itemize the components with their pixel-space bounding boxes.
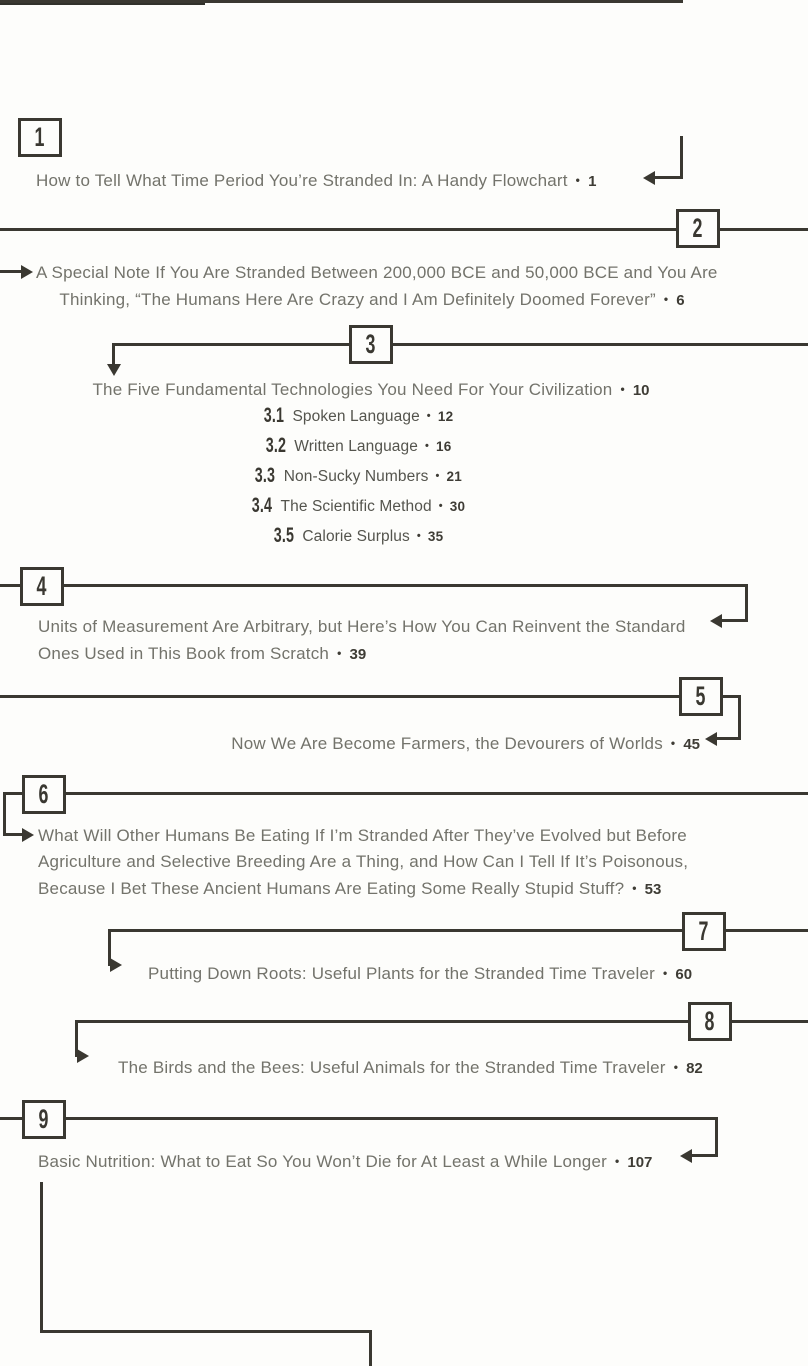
connector-line xyxy=(716,737,741,740)
connector-line xyxy=(112,343,349,346)
chapter-number: 6 xyxy=(39,779,49,809)
bullet-separator: • xyxy=(614,1154,620,1168)
toc-subentry-3-5 xyxy=(0,521,712,551)
arrow-right-icon xyxy=(77,1049,89,1063)
section-title: The Scientific Method xyxy=(280,498,432,515)
connector-line xyxy=(732,1020,808,1023)
connector-line xyxy=(40,1330,372,1333)
chapter-box-5 xyxy=(679,677,723,716)
chapter-title-line: Because I Bet These Ancient Humans Are Eating Some Really Stupid Stuff? • 53 xyxy=(38,879,662,898)
page-number: 107 xyxy=(627,1154,653,1171)
section-title: Calorie Surplus xyxy=(302,528,410,545)
section-title: Non-Sucky Numbers xyxy=(283,468,429,485)
chapter-number: 3 xyxy=(366,329,376,359)
page-number: 45 xyxy=(683,736,700,753)
section-number: 3.5 xyxy=(273,524,294,547)
page-number: 53 xyxy=(644,881,662,898)
toc-entry-4 xyxy=(38,614,686,668)
connector-line xyxy=(66,792,808,795)
bullet-separator: • xyxy=(632,881,637,895)
toc-entry-6 xyxy=(38,823,688,903)
section-title: Spoken Language xyxy=(292,408,420,425)
toc-entry-5 xyxy=(0,730,700,758)
toc-subentry-3-4 xyxy=(0,491,712,521)
toc-entry-7 xyxy=(148,960,692,988)
connector-line xyxy=(691,1154,718,1157)
toc-subentry-3-1 xyxy=(0,401,712,431)
chapter-number: 7 xyxy=(699,916,709,946)
section-title: Written Language xyxy=(294,438,418,455)
chapter-number: 8 xyxy=(705,1006,715,1036)
chapter-number: 5 xyxy=(696,681,706,711)
bullet-separator: • xyxy=(663,292,669,306)
connector-line xyxy=(369,1330,372,1366)
page-number: 35 xyxy=(427,529,444,544)
connector-line xyxy=(0,0,683,3)
chapter-title-line: What Will Other Humans Be Eating If I’m Stranded After They’ve Evolved but Before xyxy=(38,826,687,845)
chapter-title: The Five Fundamental Technologies You Need For Your Civilization xyxy=(92,380,613,399)
arrow-right-icon xyxy=(21,265,33,279)
section-number: 3.3 xyxy=(254,464,276,487)
chapter-box-1 xyxy=(18,118,62,157)
connector-line xyxy=(75,1020,688,1023)
connector-line xyxy=(726,929,808,932)
toc-subentry-3-3 xyxy=(0,461,712,491)
page-number: 16 xyxy=(436,439,452,454)
bullet-separator: • xyxy=(426,410,431,422)
bullet-separator: • xyxy=(673,1060,679,1074)
bullet-separator: • xyxy=(575,173,581,187)
toc-subentries-3 xyxy=(0,401,712,551)
toc-entry-8 xyxy=(118,1054,703,1082)
bullet-separator: • xyxy=(337,646,342,660)
arrow-right-icon xyxy=(22,828,34,842)
chapter-box-3 xyxy=(349,325,393,364)
toc-subentry-3-2 xyxy=(0,431,712,461)
page-number: 21 xyxy=(446,469,462,484)
chapter-title-line: Units of Measurement Are Arbitrary, but Here’s How You Can Reinvent the Standard xyxy=(38,617,686,636)
connector-line xyxy=(715,1117,718,1157)
connector-line xyxy=(0,1117,718,1120)
toc-entry-2 xyxy=(36,260,718,314)
chapter-title-line: Ones Used in This Book from Scratch • 39 xyxy=(38,644,367,663)
bullet-separator: • xyxy=(435,470,440,482)
chapter-title: Basic Nutrition: What to Eat So You Won’t Die for At Least a While Longer xyxy=(38,1152,607,1171)
toc-entry-9 xyxy=(38,1148,652,1176)
chapter-number: 4 xyxy=(37,571,47,601)
page-number: 1 xyxy=(588,173,597,190)
arrow-left-icon xyxy=(705,732,717,746)
chapter-title: The Birds and the Bees: Useful Animals for the Stranded Time Traveler xyxy=(118,1058,666,1077)
bullet-separator: • xyxy=(438,500,443,512)
page-number: 12 xyxy=(437,409,454,424)
page-number: 10 xyxy=(632,382,650,399)
chapter-title-line: Thinking, “The Humans Here Are Crazy and I Am Definitely Doomed Forever” • 6 xyxy=(59,290,685,309)
bullet-separator: • xyxy=(662,966,668,980)
chapter-title: How to Tell What Time Period You’re Stranded In: A Handy Flowchart xyxy=(36,171,568,190)
connector-line xyxy=(108,929,682,932)
connector-line xyxy=(738,695,741,740)
page-number: 6 xyxy=(676,292,685,309)
connector-line xyxy=(720,228,808,231)
section-number: 3.1 xyxy=(263,404,284,427)
connector-line xyxy=(0,228,676,231)
chapter-box-7 xyxy=(682,912,726,951)
chapter-box-9 xyxy=(22,1100,66,1139)
bullet-separator: • xyxy=(620,382,625,396)
section-number: 3.4 xyxy=(251,494,272,517)
chapter-title-line: Agriculture and Selective Breeding Are a Thing, and How Can I Tell If It’s Poisonous, xyxy=(38,852,689,871)
connector-line xyxy=(680,136,683,179)
connector-line xyxy=(112,343,115,365)
arrow-right-icon xyxy=(110,958,122,972)
bullet-separator: • xyxy=(416,530,421,542)
connector-line xyxy=(0,270,22,273)
bullet-separator: • xyxy=(670,736,676,750)
chapter-box-8 xyxy=(688,1002,732,1041)
chapter-title: Putting Down Roots: Useful Plants for the Stranded Time Traveler xyxy=(148,964,655,983)
section-number: 3.2 xyxy=(265,434,286,457)
connector-line xyxy=(654,176,683,179)
chapter-box-2 xyxy=(676,209,720,248)
connector-line xyxy=(40,1182,43,1333)
connector-line xyxy=(721,619,748,622)
arrow-left-icon xyxy=(680,1149,692,1163)
connector-line xyxy=(3,833,23,836)
page-number: 30 xyxy=(449,499,466,514)
chapter-number: 1 xyxy=(35,122,45,152)
chapter-title: Now We Are Become Farmers, the Devourers of Worlds xyxy=(231,734,663,753)
chapter-box-6 xyxy=(22,775,66,814)
toc-entry-1 xyxy=(36,167,596,195)
page-number: 39 xyxy=(349,646,367,663)
page-number: 60 xyxy=(675,966,693,983)
page-number: 82 xyxy=(686,1060,703,1077)
connector-line xyxy=(3,792,6,836)
chapter-title-line: A Special Note If You Are Stranded Between 200,000 BCE and 50,000 BCE and You Are xyxy=(36,263,718,282)
connector-line xyxy=(0,584,748,587)
bullet-separator: • xyxy=(424,440,430,452)
arrow-left-icon xyxy=(710,614,722,628)
chapter-box-4 xyxy=(20,567,64,606)
connector-line xyxy=(393,343,808,346)
arrow-down-icon xyxy=(107,364,121,376)
chapter-number: 9 xyxy=(39,1104,49,1134)
toc-entry-3 xyxy=(6,376,736,404)
connector-line xyxy=(745,584,748,622)
connector-line xyxy=(0,695,679,698)
chapter-number: 2 xyxy=(693,213,703,243)
arrow-left-icon xyxy=(643,171,655,185)
